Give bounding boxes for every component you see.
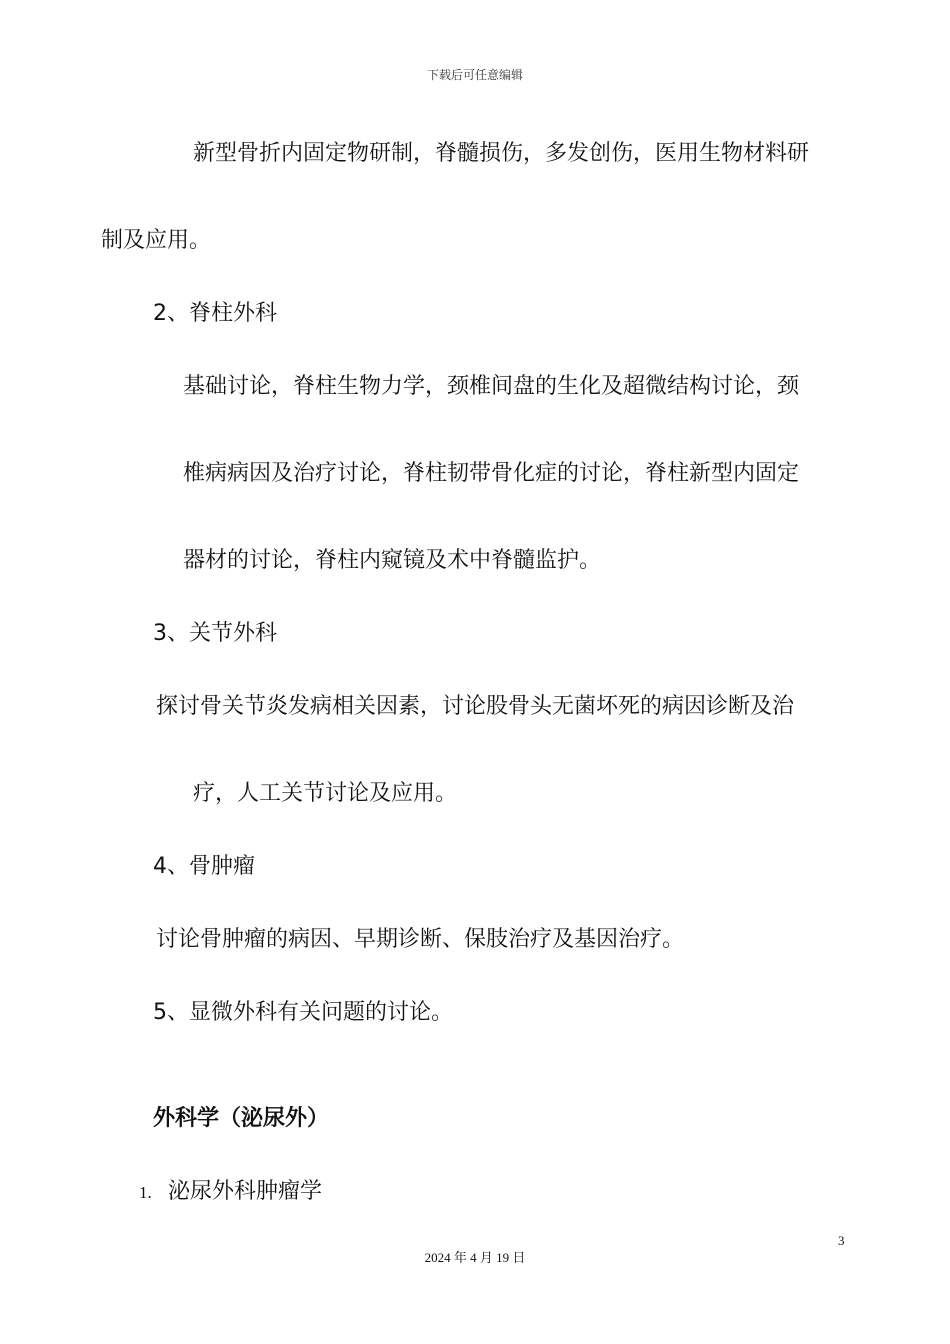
paragraph-line-4: 基础讨论，脊柱生物力学，颈椎间盘的生化及超微结构讨论，颈 xyxy=(183,374,800,399)
subheading-bone-tumor: 4、骨肿瘤 xyxy=(153,854,255,879)
list-number: 1. xyxy=(139,1183,152,1202)
page-footer-date: 2024 年 4 月 19 日 xyxy=(424,1250,526,1265)
paragraph-line-1: 新型骨折内固定物研制，脊髓损伤，多发创伤，医用生物材料研 xyxy=(193,141,810,166)
subheading-microsurgery: 5、显微外科有关问题的讨论。 xyxy=(153,1000,453,1025)
page-number: 3 xyxy=(838,1233,845,1248)
page-header: 下载后可任意编辑 xyxy=(426,68,523,82)
paragraph-line-9: 疗，人工关节讨论及应用。 xyxy=(193,781,458,806)
subheading-joint-surgery: 3、关节外科 xyxy=(153,621,277,646)
section-title: 外科学（泌尿外） xyxy=(153,1106,330,1131)
paragraph-line-6: 器材的讨论，脊柱内窥镜及术中脊髓监护。 xyxy=(183,548,602,573)
paragraph-line-11: 讨论骨肿瘤的病因、早期诊断、保肢治疗及基因治疗。 xyxy=(156,927,685,952)
paragraph-line-2: 制及应用。 xyxy=(101,228,212,253)
paragraph-line-8: 探讨骨关节炎发病相关因素，讨论股骨头无菌坏死的病因诊断及治 xyxy=(156,694,795,719)
subheading-spine-surgery: 2、脊柱外科 xyxy=(153,301,277,326)
paragraph-line-5: 椎病病因及治疗讨论，脊柱韧带骨化症的讨论，脊柱新型内固定 xyxy=(183,461,800,486)
list-item: 泌尿外科肿瘤学 xyxy=(168,1179,323,1204)
